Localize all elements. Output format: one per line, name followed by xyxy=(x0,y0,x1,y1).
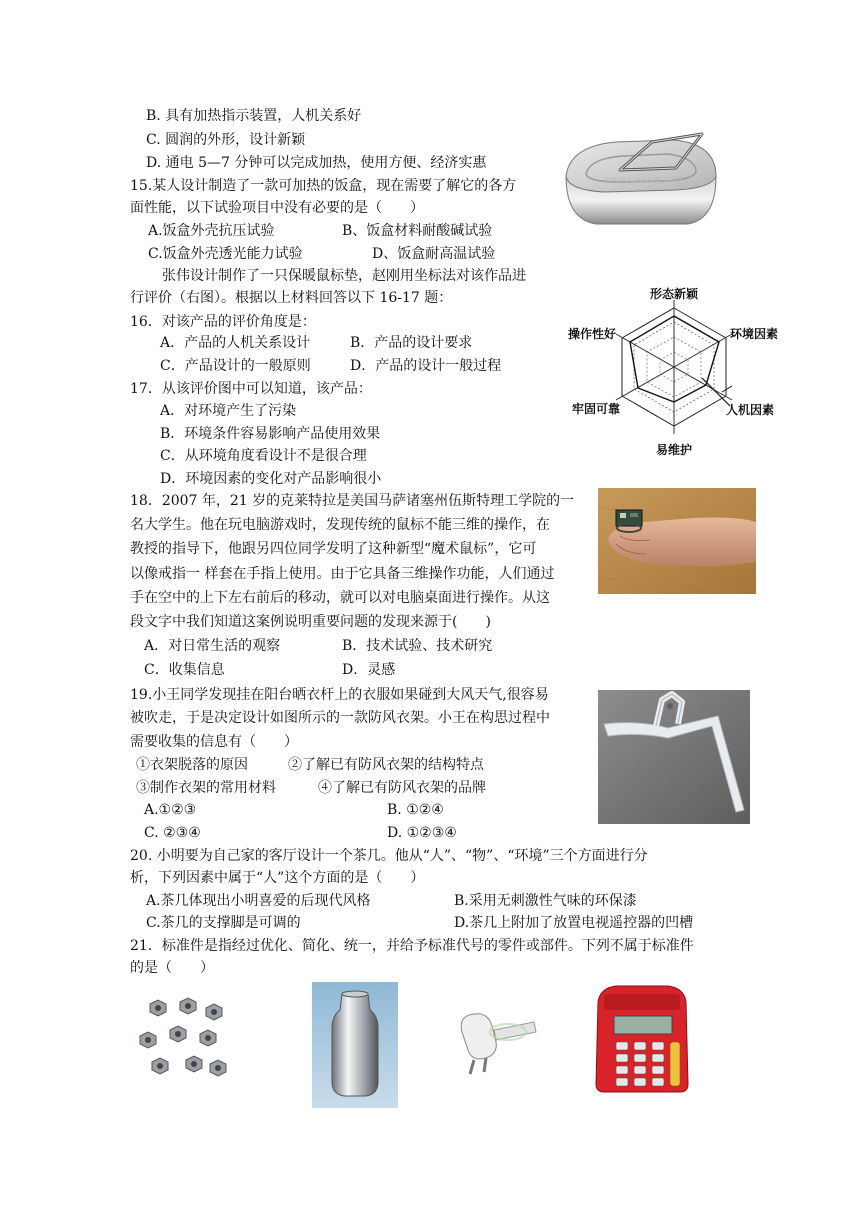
q14-option-c: C. 圆润的外形，设计新颖 xyxy=(146,132,306,148)
q21-line-1: 21．标准件是指经过优化、简化、统一，并给予标准代号的零件或部件。下列不属于标准件 xyxy=(130,938,694,954)
q15-stem-2: 面性能，以下试验项目中没有必要的是（ ） xyxy=(130,200,424,216)
q17-option-c: C．从环境角度看设计不是很合理 xyxy=(160,448,367,464)
q19-item-2: ②了解已有防风衣架的结构特点 xyxy=(288,757,484,773)
q16-option-a: A．产品的人机关系设计 xyxy=(160,335,311,351)
intro-line-2: 行评价（右图）。根据以上材料回答以下 16-17 题： xyxy=(130,290,453,306)
q21-line-2: 的是（ ） xyxy=(130,960,214,976)
radar-label-environment: 环境因素 xyxy=(730,327,779,341)
q16-option-b: B．产品的设计要求 xyxy=(350,335,473,351)
lunch-box-image xyxy=(556,124,726,232)
radar-label-operability: 操作性好 xyxy=(567,327,616,341)
q20-option-a: A.茶几体现出小明喜爱的后现代风格 xyxy=(146,893,371,909)
q19-item-3: ③制作衣架的常用材料 xyxy=(136,780,276,796)
q18-line-5: 手在空中的上下左右前后的移动，就可以对电脑桌面进行操作。从这 xyxy=(130,590,550,606)
watermark-text: www.cauvee.com xyxy=(604,175,683,185)
q15-stem-1: 15.某人设计制造了一款可加热的饭盒，现在需要了解它的各方 xyxy=(130,178,517,194)
nuts-bolts-photo xyxy=(130,990,234,1090)
power-plug-photo xyxy=(448,1002,544,1080)
q19-option-b: B. ①②④ xyxy=(387,802,444,818)
intro-line-1: 张伟设计制作了一只保暖鼠标垫，赵刚用坐标法对该作品进 xyxy=(162,268,526,284)
q19-option-a: A.①②③ xyxy=(144,802,197,818)
q15-option-b: B、饭盒材料耐酸碱试验 xyxy=(342,223,493,239)
radar-label-appearance: 形态新颖 xyxy=(649,287,699,301)
ring-mouse-photo xyxy=(598,488,756,594)
q15-option-a: A.饭盒外壳抗压试验 xyxy=(148,223,275,239)
q20-line-1: 20. 小明要为自己家的客厅设计一个茶几。他从“人”、“物”、“环境”三个方面进行分 xyxy=(130,848,648,864)
q15-option-d: D、饭盒耐高温试验 xyxy=(372,246,496,262)
q16-stem: 16．对该产品的评价角度是： xyxy=(130,314,316,330)
q20-option-c: C.茶几的支撑脚是可调的 xyxy=(146,915,301,931)
q14-option-d: D. 通电 5—7 分钟可以完成加热，使用方便、经济实惠 xyxy=(146,155,487,171)
q18-line-2: 名大学生。他在玩电脑游戏时，发现传统的鼠标不能三维的操作，在 xyxy=(130,517,550,533)
q16-option-d: D．产品的设计一般过程 xyxy=(350,358,502,374)
q18-line-1: 18．2007 年，21 岁的克莱特拉是美国马萨诸塞州伍斯特理工学院的一 xyxy=(130,493,575,509)
q15-option-c: C.饭盒外壳透光能力试验 xyxy=(148,246,303,262)
q19-option-c: C. ②③④ xyxy=(144,825,201,841)
q20-line-2: 析，下列因素中属于“人”这个方面的是（ ） xyxy=(130,870,425,886)
q19-line-2: 被吹走，于是决定设计如图所示的一款防风衣架。小王在构思过程中 xyxy=(130,710,550,726)
q19-line-3: 需要收集的信息有（ ） xyxy=(130,734,298,750)
q17-stem: 17．从该评价图中可以知道，该产品： xyxy=(130,381,372,397)
q18-line-4: 以像戒指一 样套在手指上使用。由于它具备三维操作功能，人们通过 xyxy=(130,566,555,582)
q17-option-b: B．环境条件容易影响产品使用效果 xyxy=(160,426,381,442)
q19-line-1: 19.小王同学发现挂在阳台晒衣杆上的衣服如果碰到大风天气,很容易 xyxy=(130,687,549,703)
q18-option-a: A．对日常生活的观察 xyxy=(144,638,281,654)
q17-option-d: D．环境因素的变化对产品影响很小 xyxy=(160,471,382,487)
q19-item-1: ①衣架脱落的原因 xyxy=(136,757,248,773)
evaluation-radar-chart xyxy=(556,282,786,462)
q20-option-b: B.采用无刺激性气味的环保漆 xyxy=(454,893,637,909)
q18-option-d: D．灵感 xyxy=(342,662,396,678)
q20-option-d: D.茶几上附加了放置电视遥控器的凹槽 xyxy=(454,915,694,931)
q16-option-c: C．产品设计的一般原则 xyxy=(160,358,311,374)
q18-option-b: B．技术试验、技术研究 xyxy=(342,638,493,654)
q17-option-a: A．对环境产生了污染 xyxy=(160,403,297,419)
radar-label-ergonomics: 人机因素 xyxy=(726,403,775,417)
glass-liner-photo xyxy=(312,982,398,1108)
radar-label-maintainability: 易维护 xyxy=(655,443,693,457)
q14-option-b: B. 具有加热指示装置，人机关系好 xyxy=(146,108,362,124)
q18-line-3: 教授的指导下，他跟另四位同学发明了这种新型“魔术鼠标”，它可 xyxy=(130,541,537,557)
hanger-photo xyxy=(598,690,750,824)
q18-option-c: C．收集信息 xyxy=(144,662,225,678)
q19-option-d: D. ①②③④ xyxy=(387,825,457,841)
radar-label-durability: 牢固可靠 xyxy=(571,402,620,416)
telephone-photo xyxy=(594,984,690,1094)
q19-item-4: ④了解已有防风衣架的品牌 xyxy=(318,780,486,796)
q18-line-6: 段文字中我们知道这案例说明重要问题的发现来源于( ) xyxy=(130,614,491,630)
